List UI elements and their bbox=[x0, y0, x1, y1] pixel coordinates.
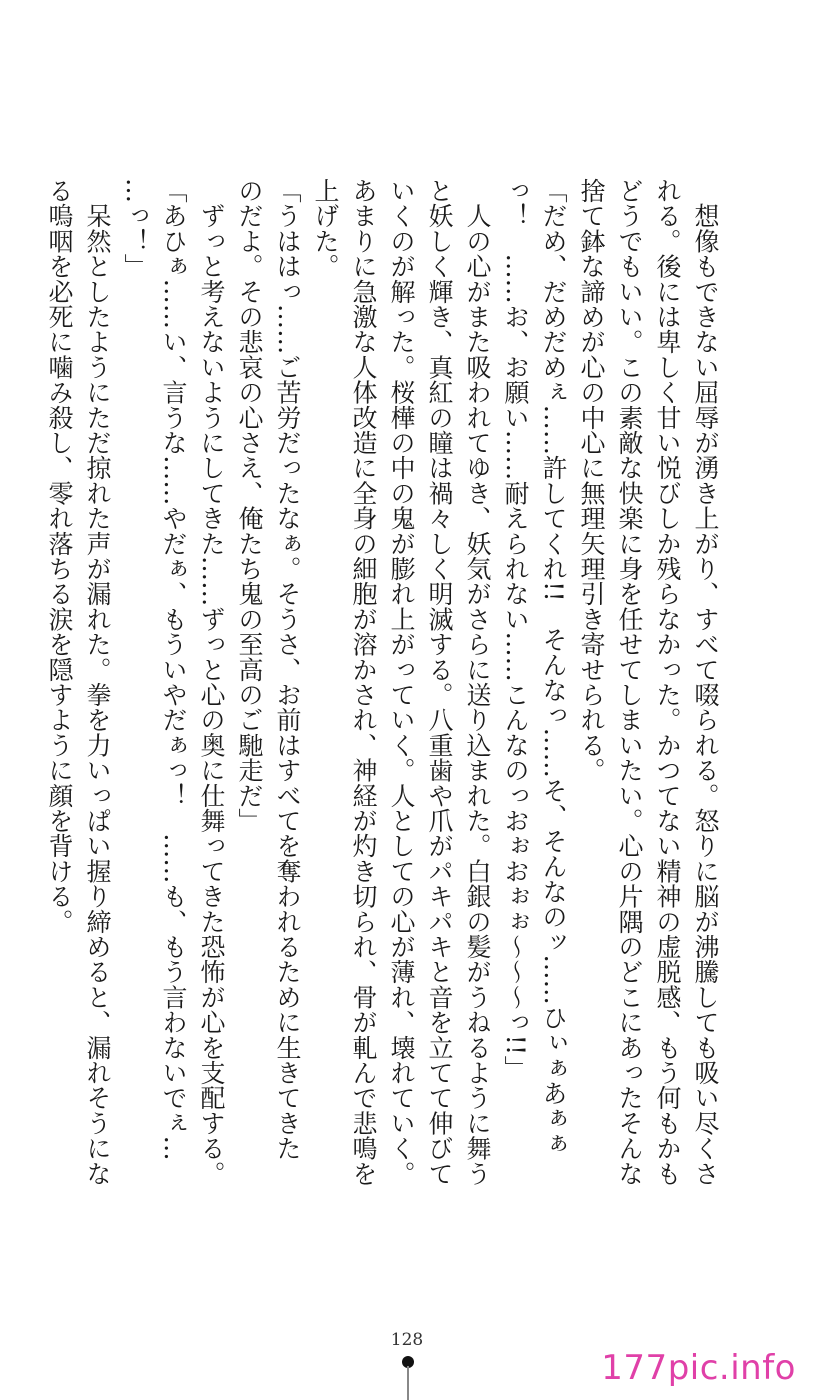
text-line: 「だめ、だめだめぇ……許してくれ!! そんなっ……そ、そんなのッ……ひぃぁあぁぁ bbox=[539, 178, 568, 1157]
text-line: …っ！」 bbox=[121, 178, 150, 279]
bookmark-ribbon-icon bbox=[402, 1356, 416, 1400]
text-line: あまりに急激な人体改造に全身の細胞が溶かされ、神経が灼き切られ、骨が軋んで悲鳴を bbox=[349, 178, 378, 1186]
text-line: のだよ。その悲哀の心さえ、俺たち鬼の至高のご馳走だ」 bbox=[235, 178, 264, 834]
text-line: どうでもいい。この素敵な快楽に身を任せてしまいたい。心の片隅のどこにあったそんな bbox=[615, 178, 644, 1186]
text-line: っ！ ……お、お願い……耐えられない……こんなのっおぉおぉぉ〜〜〜っ!!」 bbox=[501, 178, 530, 1081]
ribbon-stem bbox=[407, 1366, 409, 1400]
text-line: いくのが解った。桜樺の中の鬼が膨れ上がっていく。人としての心が薄れ、壊れていく。 bbox=[387, 178, 416, 1187]
text-line: と妖しく輝き、真紅の瞳は禍々しく明滅する。八重歯や爪がパキパキと音を立てて伸びて bbox=[425, 178, 454, 1186]
watermark: 177pic.info bbox=[601, 1348, 796, 1388]
text-line: 呆然としたようにただ掠れた声が漏れた。拳を力いっぱい握り締めると、漏れそうにな bbox=[83, 178, 112, 1186]
text-line: 上げた。 bbox=[311, 178, 340, 279]
vertical-text-block bbox=[45, 178, 724, 1238]
text-line: 捨て鉢な諦めが心の中心に無理矢理引き寄せられる。 bbox=[577, 178, 606, 783]
text-line: 人の心がまた吸われてゆき、妖気がさらに送り込まれた。白銀の髪がうねるように舞う bbox=[463, 178, 492, 1186]
text-line: れる。後には卑しく甘い悦びしか残らなかった。かつてない精神の虚脱感、もう何もかも bbox=[653, 178, 682, 1186]
text-line: る嗚咽を必死に噛み殺し、零れ落ちる涙を隠すように顔を背ける。 bbox=[45, 178, 74, 934]
text-line: 想像もできない屈辱が湧き上がり、すべて啜られる。怒りに脳が沸騰しても吸い尽くさ bbox=[691, 178, 720, 1186]
text-line: ずっと考えないようにしてきた……ずっと心の奥に仕舞ってきた恐怖が心を支配する。 bbox=[197, 178, 226, 1186]
text-line: 「うははっ……ご苦労だったなぁ。そうさ、お前はすべてを奪われるために生きてきた bbox=[273, 178, 302, 1161]
page-number: 128 bbox=[390, 1330, 424, 1350]
text-line: 「あひぁ……い、言うな……やだぁ、もういやだぁっ！ ……も、もう言わないでぇ… bbox=[159, 178, 188, 1161]
